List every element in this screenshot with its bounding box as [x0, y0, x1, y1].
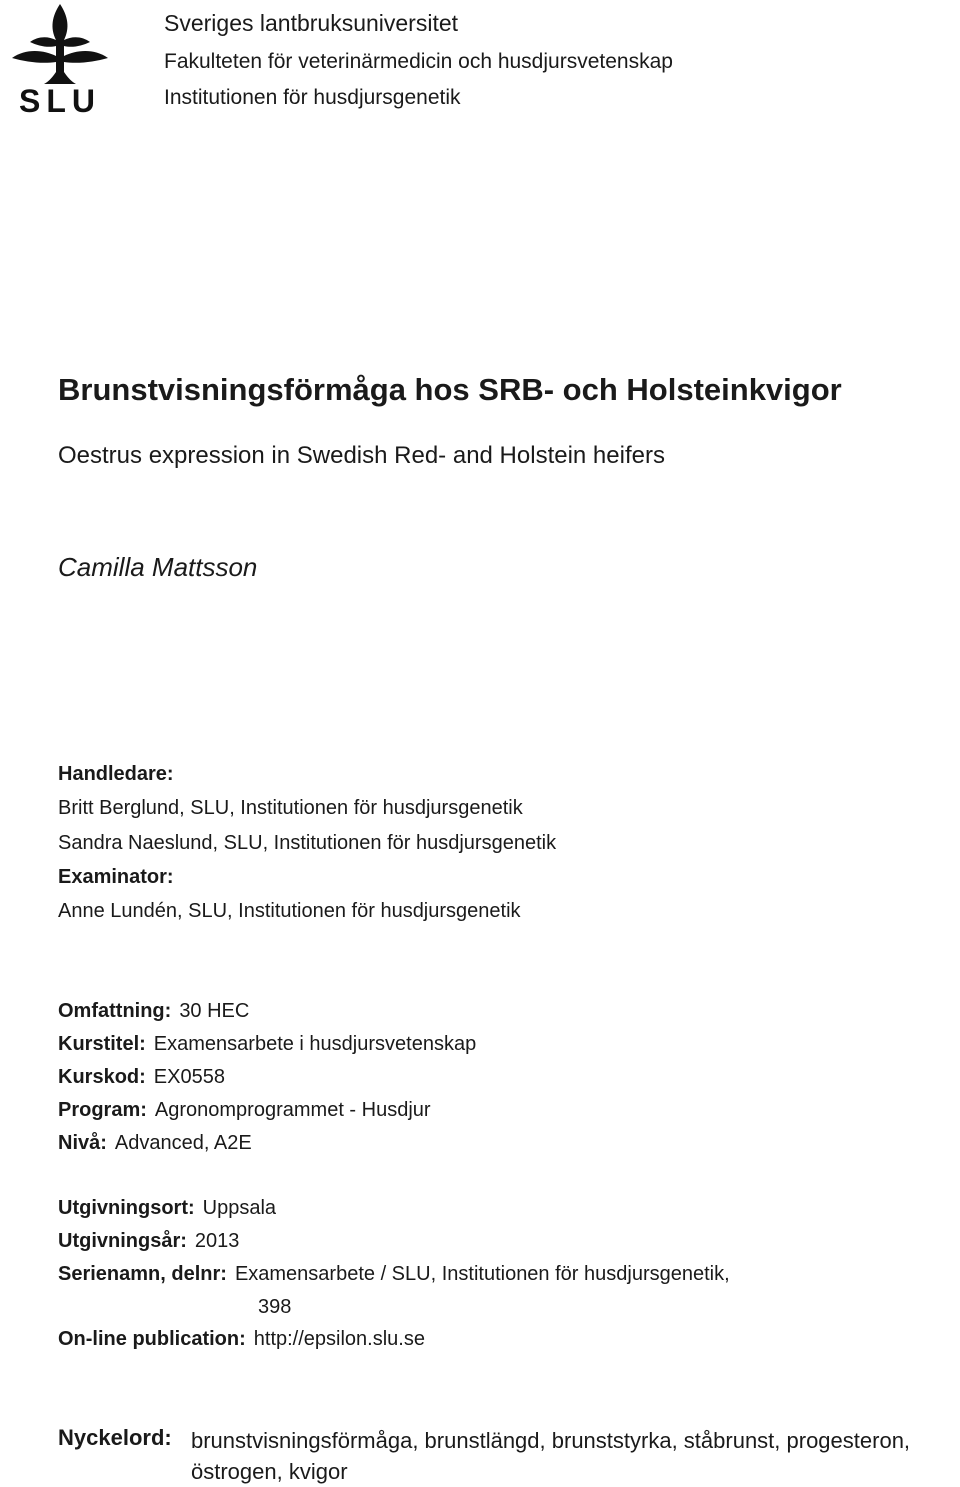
- course-title-row: Kurstitel: Examensarbete i husdjursvetenskap: [58, 1033, 477, 1055]
- course-code-row: Kurskod: EX0558: [58, 1066, 225, 1088]
- faculty-name: Fakulteten för veterinärmedicin och husdjursvetenskap: [164, 50, 673, 73]
- thesis-subtitle: Oestrus expression in Swedish Red- and Holstein heifers: [58, 442, 665, 469]
- series-value: Examensarbete / SLU, Institutionen för husdjursgenetik,: [234, 1263, 730, 1285]
- online-link[interactable]: http://epsilon.slu.se: [253, 1328, 425, 1350]
- year-row: Utgivningsår: 2013: [58, 1230, 240, 1252]
- program-row: Program: Agronomprogrammet - Husdjur: [58, 1099, 431, 1121]
- author-name: Camilla Mattsson: [58, 552, 258, 582]
- place-row: Utgivningsort: Uppsala: [58, 1197, 277, 1219]
- supervisors-heading: Handledare:: [58, 763, 174, 785]
- program-value: Agronomprogrammet - Husdjur: [154, 1099, 431, 1121]
- slu-logo: [8, 2, 112, 117]
- scope-value: 30 HEC: [179, 1000, 250, 1022]
- slu-logo-text: SLU: [19, 83, 101, 117]
- level-row: Nivå: Advanced, A2E: [58, 1132, 252, 1154]
- examiner-name: Anne Lundén, SLU, Institutionen för husdjursgenetik: [58, 900, 521, 922]
- scope-row: Omfattning: 30 HEC: [58, 1000, 250, 1022]
- course-code-value: EX0558: [153, 1066, 225, 1088]
- keywords-value: brunstvisningsförmåga, brunstlängd, brunststyrka, ståbrunst, progesteron, östrogen, kvigor: [191, 1428, 911, 1484]
- level-value: Advanced, A2E: [114, 1132, 252, 1154]
- examiner-heading: Examinator:: [58, 866, 174, 888]
- keywords-label: Nyckelord:: [58, 1425, 172, 1450]
- department-name: Institutionen för husdjursgenetik: [164, 86, 461, 109]
- supervisor-1: Britt Berglund, SLU, Institutionen för husdjursgenetik: [58, 797, 523, 819]
- online-row: On-line publication: http://epsilon.slu.se: [58, 1328, 425, 1350]
- university-name: Sveriges lantbruksuniversitet: [164, 10, 459, 36]
- series-number: 398: [258, 1296, 292, 1318]
- thesis-title: Brunstvisningsförmåga hos SRB- och Holsteinkvigor: [58, 372, 842, 407]
- year-value: 2013: [194, 1230, 240, 1252]
- series-row: Serienamn, delnr: Examensarbete / SLU, Institutionen för husdjursgenetik,: [58, 1263, 730, 1285]
- place-value: Uppsala: [202, 1197, 277, 1219]
- course-title-value: Examensarbete i husdjursvetenskap: [153, 1033, 477, 1055]
- supervisor-2: Sandra Naeslund, SLU, Institutionen för husdjursgenetik: [58, 832, 557, 854]
